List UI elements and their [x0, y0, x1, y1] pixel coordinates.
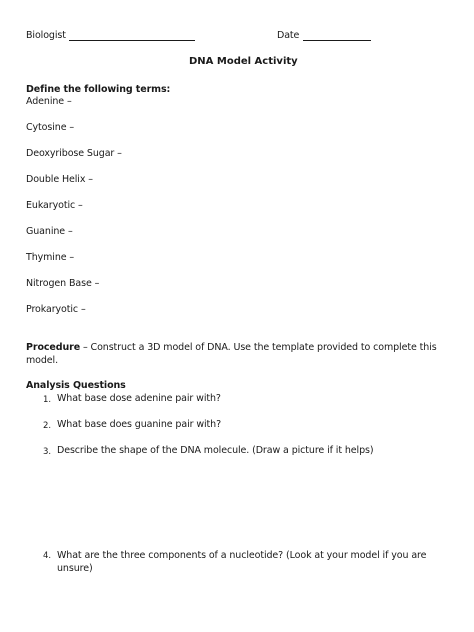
procedure-text: – Construct a 3D model of DNA. Use the template provided to complete this model.: [26, 342, 437, 366]
question-3-number: 3.: [43, 447, 52, 457]
term-cytosine: Cytosine –: [26, 122, 75, 133]
biologist-label: Biologist: [26, 30, 66, 41]
term-thymine: Thymine –: [26, 252, 75, 263]
procedure-paragraph: [26, 341, 446, 367]
term-prokaryotic: Prokaryotic –: [26, 304, 86, 315]
definitions-heading: Define the following terms:: [26, 84, 171, 95]
term-eukaryotic: Eukaryotic –: [26, 200, 83, 211]
date-label: Date: [277, 30, 300, 41]
page-title: DNA Model Activity: [189, 56, 298, 67]
biologist-blank[interactable]: [69, 40, 195, 41]
date-blank[interactable]: [303, 40, 371, 41]
question-3-text: Describe the shape of the DNA molecule. (Draw a picture if it helps): [57, 445, 374, 456]
term-nitrogen-base: Nitrogen Base –: [26, 278, 100, 289]
term-deoxyribose-sugar: Deoxyribose Sugar –: [26, 148, 122, 159]
term-adenine: Adenine –: [26, 96, 72, 107]
question-2-text: What base does guanine pair with?: [57, 419, 222, 430]
question-1-number: 1.: [43, 395, 52, 405]
question-4-text: What are the three components of a nucleotide? (Look at your model if you are unsure): [57, 550, 427, 574]
analysis-heading: Analysis Questions: [26, 380, 126, 391]
term-double-helix: Double Helix –: [26, 174, 93, 185]
question-2-number: 2.: [43, 421, 52, 431]
term-guanine: Guanine –: [26, 226, 73, 237]
question-1-text: What base dose adenine pair with?: [57, 393, 221, 404]
procedure-label: Procedure: [26, 342, 81, 353]
question-4-number: 4.: [43, 551, 52, 561]
